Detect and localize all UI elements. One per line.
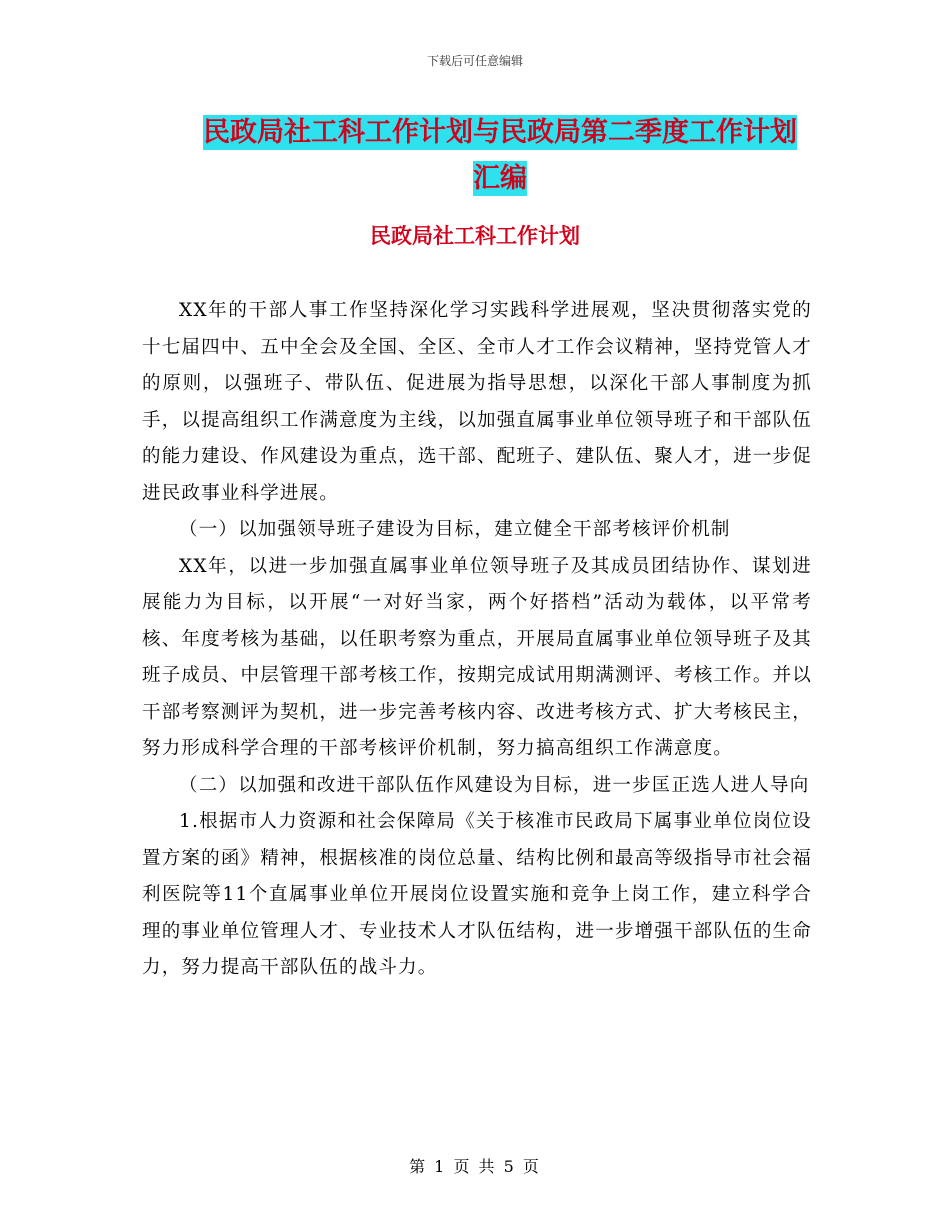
paragraph: 1.根据市人力资源和社会保障局《关于核准市民政局下属事业单位岗位设置方案的函》精神，根据核准的岗位总量、结构比例和最高等级指导市社会福利医院等11个直属事业单位开展岗位设置实施和竞争上岗工作，建立科学合理的事业单位管理人才、专业技术人才队伍结构，进一步增强干部队伍的生命力，努力提高干部队伍的战斗力。 <box>142 811 812 978</box>
header-note: 下载后可任意编辑 <box>426 54 523 68</box>
document-title <box>190 110 810 202</box>
document-title-text: 民政局社工科工作计划与民政局第二季度工作计划汇编 <box>203 117 797 194</box>
paragraph: （二）以加强和改进干部队伍作风建设为目标，进一步匡正选人进人导向 <box>179 774 810 796</box>
page-number-footer: 第 1 页 共 5 页 <box>409 1157 541 1176</box>
paragraph: XX年，以进一步加强直属事业单位领导班子及其成员团结协作、谋划进展能力为目标，以开展“一对好当家，两个好搭档”活动为载体，以平常考核、年度考核为基础，以任职考察为重点，开展局直属事业单位领导班子及其班子成员、中层管理干部考核工作，按期完成试用期满测评、考核工作。并以干部考察测评为契机，进一步完善考核内容、改进考核方式、扩大考核民主，努力形成科学合理的干部考核评价机制，努力搞高组织工作满意度。 <box>142 555 812 759</box>
paragraph: XX年的干部人事工作坚持深化学习实践科学进展观，坚决贯彻落实党的十七届四中、五中全会及全国、全区、全市人才工作会议精神，坚持党管人才的原则，以强班子、带队伍、促进展为指导思想，以深化干部人事制度为抓手，以提高组织工作满意度为主线，以加强直属事业单位领导班子和干部队伍的能力建设、作风建设为重点，选干部、配班子、建队伍、聚人才，进一步促进民政事业科学进展。 <box>142 300 812 504</box>
section-title: 民政局社工科工作计划 <box>370 224 580 248</box>
paragraph: （一）以加强领导班子建设为目标，建立健全干部考核评价机制 <box>179 519 731 540</box>
document-body <box>142 293 812 987</box>
